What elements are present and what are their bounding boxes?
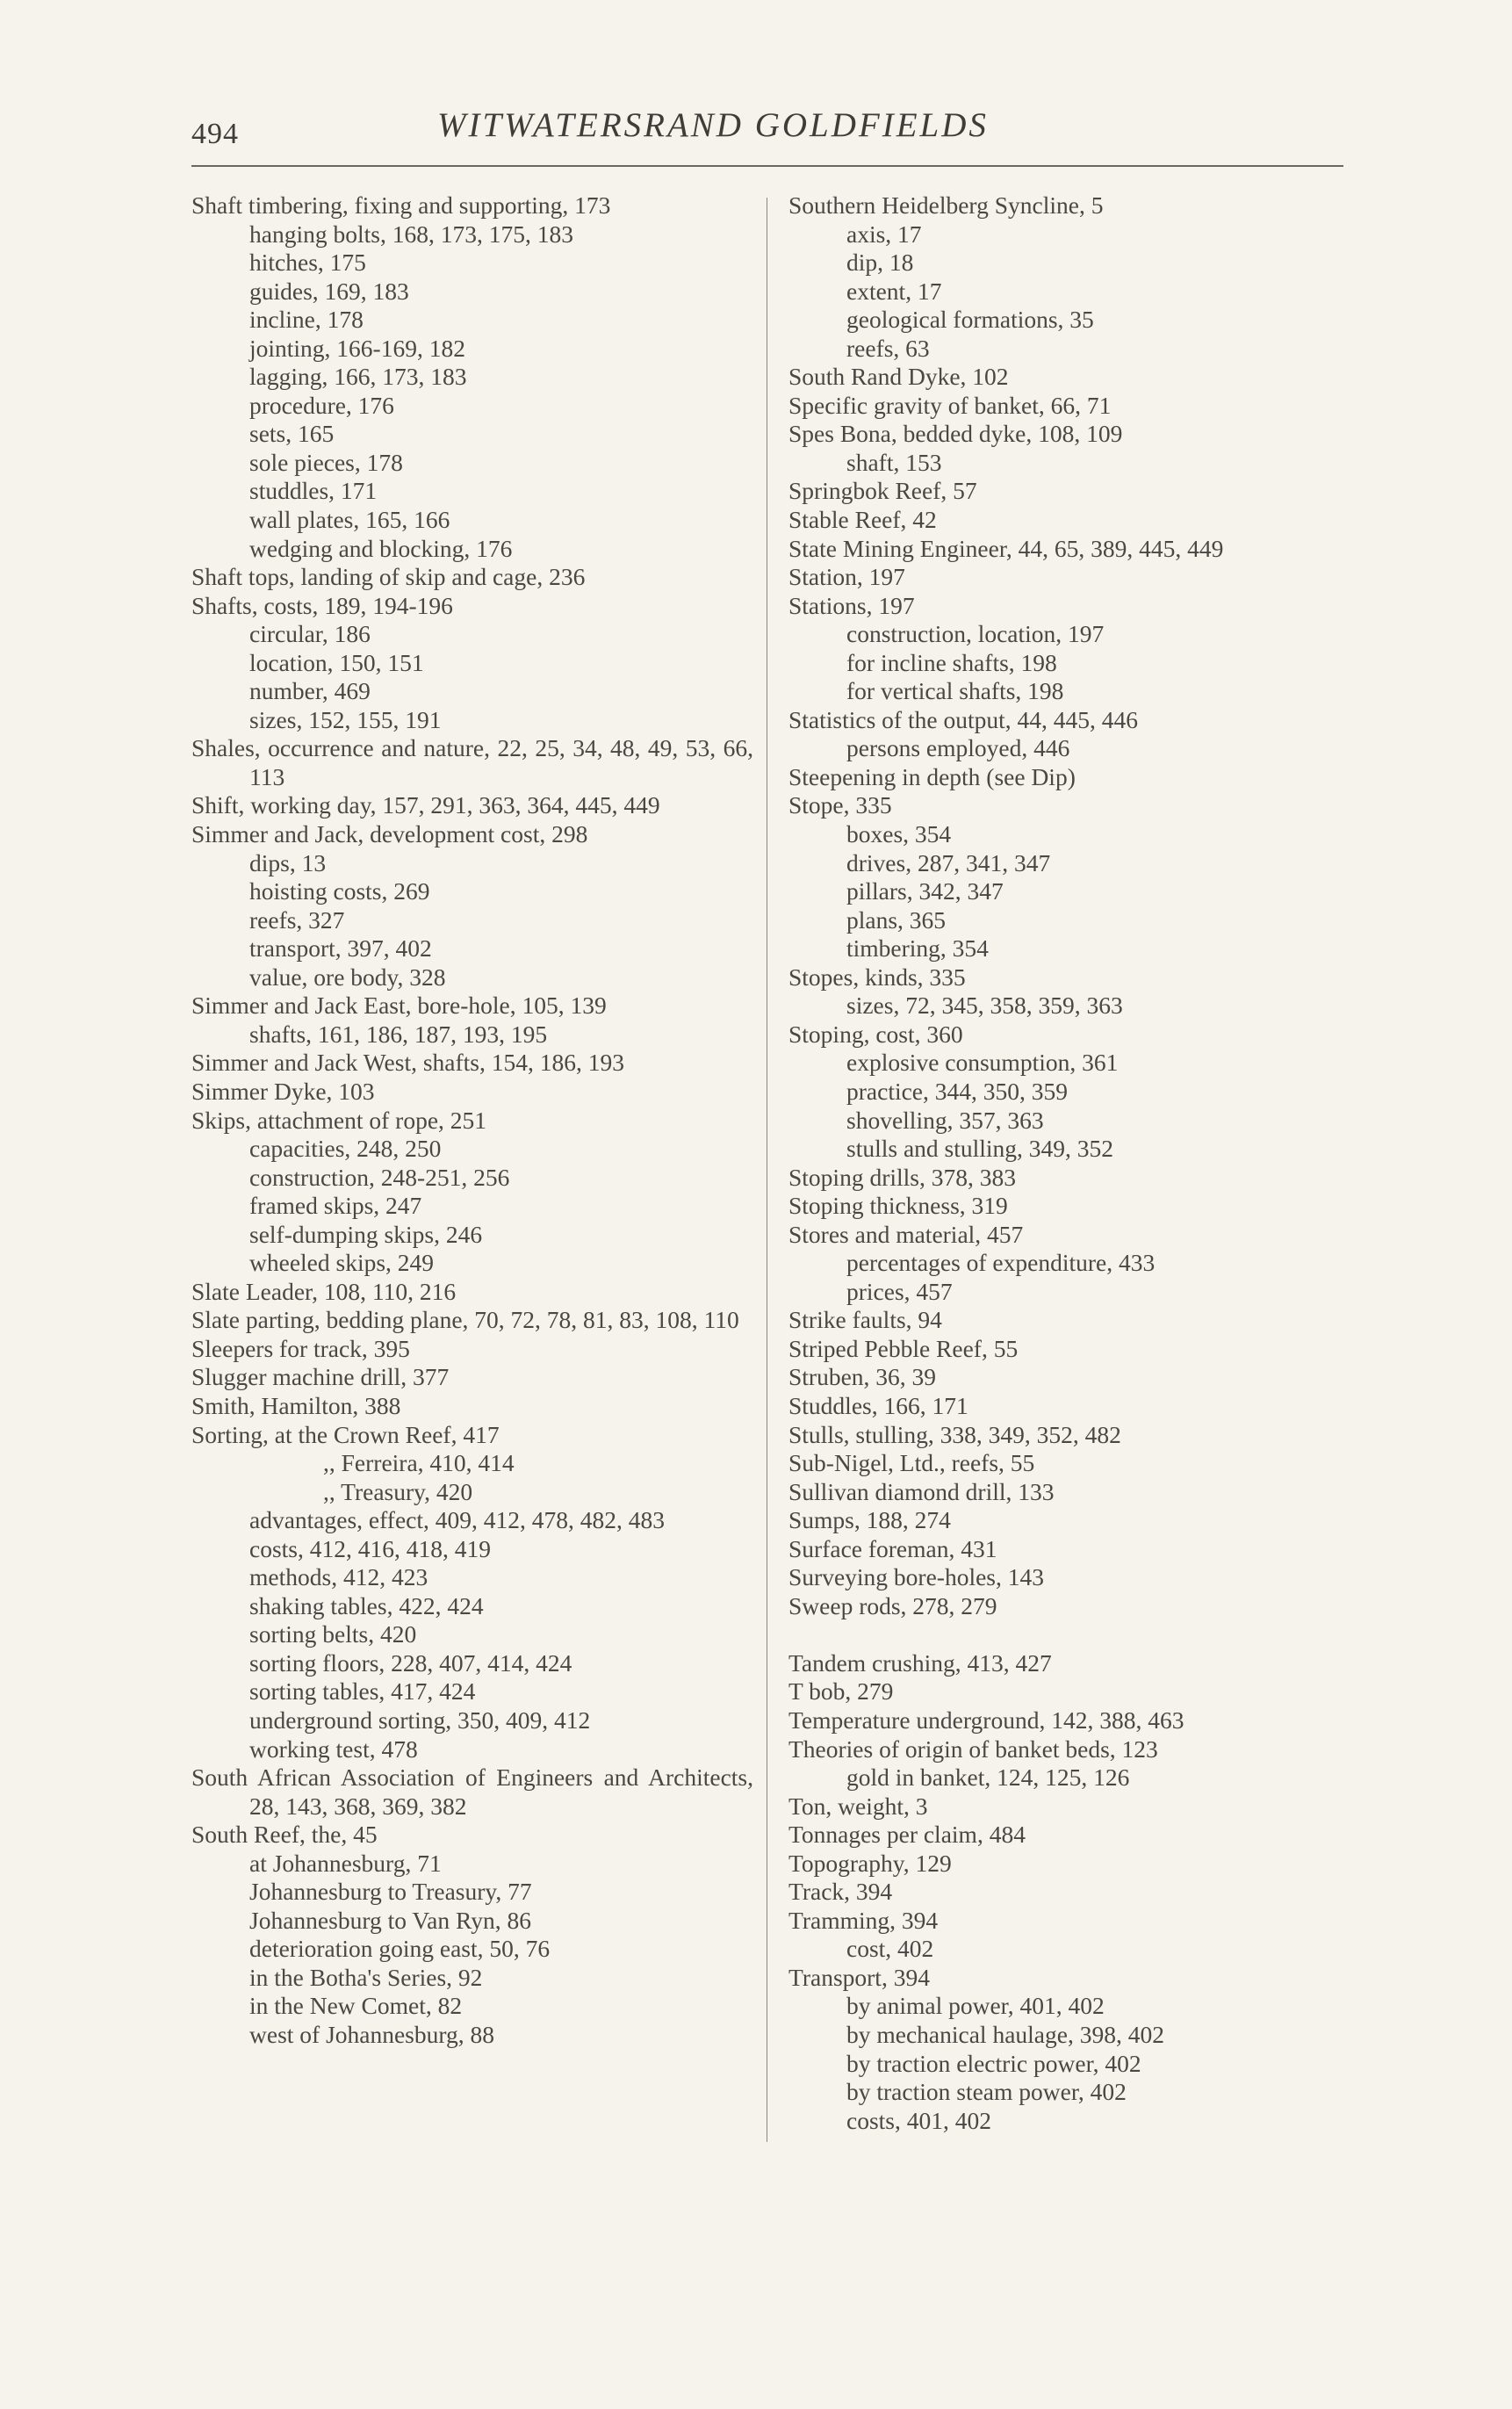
index-subentry: shovelling, 357, 363	[846, 1106, 1044, 1134]
index-subentry: framed skips, 247	[249, 1192, 422, 1220]
index-entry: Slate parting, bedding plane, 70, 72, 78, 81, 83, 108, 110	[191, 1306, 739, 1334]
index-entry: Striped Pebble Reef, 55	[788, 1334, 1019, 1362]
index-entry: Tramming, 394	[788, 1906, 939, 1934]
index-subentry: incline, 178	[249, 306, 364, 334]
index-column-right	[788, 191, 1350, 2135]
index-entry: South Rand Dyke, 102	[788, 363, 1009, 391]
index-entry: T bob, 279	[788, 1677, 894, 1706]
index-subentry: drives, 287, 341, 347	[846, 848, 1051, 876]
index-subentry: practice, 344, 350, 359	[846, 1077, 1069, 1105]
index-subentry: geological formations, 35	[846, 306, 1094, 334]
index-subentry: extent, 17	[846, 277, 942, 305]
index-subentry: sorting floors, 228, 407, 414, 424	[249, 1648, 572, 1677]
index-entry: Sub-Nigel, Ltd., reefs, 55	[788, 1449, 1035, 1477]
index-entry: Stores and material, 457	[788, 1220, 1024, 1248]
index-subentry: advantages, effect, 409, 412, 478, 482, 483	[249, 1506, 665, 1534]
index-subentry: sorting tables, 417, 424	[249, 1677, 476, 1706]
index-entry: Surface foreman, 431	[788, 1534, 997, 1562]
index-subentry: ,, Treasury, 420	[323, 1477, 473, 1505]
index-subentry: deterioration going east, 50, 76	[249, 1935, 551, 1963]
index-entry: South African Association of Engineers and Architects, 28, 143, 368, 369, 382	[191, 1763, 753, 1820]
index-subentry: for vertical shafts, 198	[846, 677, 1064, 705]
index-entry: Skips, attachment of rope, 251	[191, 1106, 487, 1134]
index-entry: Shales, occurrence and nature, 22, 25, 34, 48, 49, 53, 66, 113	[191, 734, 753, 790]
index-entry: Sleepers for track, 395	[191, 1334, 410, 1362]
index-entry: Station, 197	[788, 563, 905, 591]
index-entry: Temperature underground, 142, 388, 463	[788, 1706, 1184, 1734]
index-entry: Ton, weight, 3	[788, 1792, 928, 1820]
page-number: 494	[191, 118, 239, 150]
index-subentry: by traction electric power, 402	[846, 2049, 1141, 2077]
index-entry: Transport, 394	[788, 1963, 930, 1991]
index-entry: Stable Reef, 42	[788, 506, 937, 534]
index-entry: Topography, 129	[788, 1849, 952, 1877]
index-entry: Slugger machine drill, 377	[191, 1363, 450, 1391]
index-subentry: location, 150, 151	[249, 648, 424, 676]
index-subentry: explosive consumption, 361	[846, 1049, 1119, 1077]
index-subentry: value, ore body, 328	[249, 963, 446, 991]
index-subentry: hoisting costs, 269	[249, 877, 430, 905]
index-subentry: by traction steam power, 402	[846, 2078, 1127, 2106]
index-entry: Stoping, cost, 360	[788, 1020, 963, 1048]
index-entry: Shaft timbering, fixing and supporting, 173	[191, 191, 611, 219]
index-subentry: cost, 402	[846, 1935, 934, 1963]
index-subentry: costs, 401, 402	[846, 2106, 991, 2134]
index-entry: Slate Leader, 108, 110, 216	[191, 1277, 457, 1305]
index-subentry: pillars, 342, 347	[846, 877, 1004, 905]
index-entry: Sweep rods, 278, 279	[788, 1591, 997, 1619]
index-subentry: timbering, 354	[846, 934, 989, 963]
index-subentry: number, 469	[249, 677, 371, 705]
index-subentry: stulls and stulling, 349, 352	[846, 1135, 1114, 1163]
index-subentry: studdles, 171	[249, 477, 378, 505]
index-entry: Sumps, 188, 274	[788, 1506, 951, 1534]
index-subentry: by animal power, 401, 402	[846, 1992, 1105, 2020]
index-subentry: persons employed, 446	[846, 734, 1070, 762]
index-subentry: Johannesburg to Van Ryn, 86	[249, 1906, 532, 1934]
index-subentry: by mechanical haulage, 398, 402	[846, 2021, 1164, 2048]
index-subentry: wedging and blocking, 176	[249, 534, 513, 562]
index-entry: Simmer and Jack, development cost, 298	[191, 820, 588, 848]
index-entry: Simmer and Jack West, shafts, 154, 186, 193	[191, 1049, 624, 1077]
index-subentry: shaft, 153	[846, 448, 942, 476]
index-subentry: construction, 248-251, 256	[249, 1163, 510, 1191]
index-entry: Stopes, kinds, 335	[788, 963, 966, 991]
index-subentry: transport, 397, 402	[249, 934, 432, 963]
index-entry: Strike faults, 94	[788, 1306, 942, 1334]
section-gap	[788, 1620, 1350, 1649]
index-subentry: reefs, 327	[249, 905, 345, 934]
index-entry: Stations, 197	[788, 591, 915, 619]
index-subentry: axis, 17	[846, 220, 922, 248]
index-entry: South Reef, the, 45	[191, 1821, 378, 1849]
index-subentry: in the New Comet, 82	[249, 1992, 463, 2020]
index-entry: Simmer and Jack East, bore-hole, 105, 139	[191, 992, 607, 1020]
index-subentry: prices, 457	[846, 1277, 953, 1305]
index-subentry: construction, location, 197	[846, 620, 1105, 648]
index-column-left	[191, 191, 753, 2050]
index-subentry: self-dumping skips, 246	[249, 1220, 483, 1248]
index-subentry: boxes, 354	[846, 820, 952, 848]
index-entry: Springbok Reef, 57	[788, 477, 977, 505]
index-subentry: wheeled skips, 249	[249, 1249, 435, 1277]
index-subentry: costs, 412, 416, 418, 419	[249, 1534, 491, 1562]
index-subentry: sole pieces, 178	[249, 448, 403, 476]
index-entry: Studdles, 166, 171	[788, 1391, 968, 1419]
index-subentry: shafts, 161, 186, 187, 193, 195	[249, 1020, 548, 1048]
index-subentry: for incline shafts, 198	[846, 648, 1057, 676]
index-subentry: west of Johannesburg, 88	[249, 2021, 495, 2048]
index-entry: Stoping drills, 378, 383	[788, 1163, 1016, 1191]
index-entry: Spes Bona, bedded dyke, 108, 109	[788, 420, 1123, 448]
index-subentry: shaking tables, 422, 424	[249, 1591, 484, 1619]
index-entry: Sorting, at the Crown Reef, 417	[191, 1420, 500, 1448]
index-subentry: sizes, 72, 345, 358, 359, 363	[846, 992, 1123, 1020]
index-entry: Tonnages per claim, 484	[788, 1821, 1026, 1849]
index-subentry: at Johannesburg, 71	[249, 1849, 442, 1877]
index-subentry: sorting belts, 420	[249, 1620, 417, 1648]
index-entry: Shaft tops, landing of skip and cage, 236	[191, 563, 586, 591]
index-entry: Shafts, costs, 189, 194-196	[191, 591, 453, 619]
index-entry: Surveying bore-holes, 143	[788, 1563, 1044, 1591]
index-entry: Smith, Hamilton, 388	[191, 1391, 401, 1419]
index-subentry: underground sorting, 350, 409, 412	[249, 1706, 591, 1734]
running-title: WITWATERSRAND GOLDFIELDS	[437, 106, 989, 144]
index-subentry: gold in banket, 124, 125, 126	[846, 1763, 1130, 1792]
index-entry: Tandem crushing, 413, 427	[788, 1648, 1052, 1677]
index-subentry: methods, 412, 423	[249, 1563, 428, 1591]
index-subentry: dip, 18	[846, 249, 914, 277]
index-entry: Sullivan diamond drill, 133	[788, 1477, 1055, 1505]
index-subentry: ,, Ferreira, 410, 414	[323, 1449, 515, 1477]
index-subentry: plans, 365	[846, 905, 947, 934]
index-entry: Steepening in depth (see Dip)	[788, 762, 1076, 790]
index-subentry: lagging, 166, 173, 183	[249, 363, 467, 391]
index-entry: Statistics of the output, 44, 445, 446	[788, 705, 1138, 733]
index-subentry: sizes, 152, 155, 191	[249, 705, 442, 733]
index-entry: Shift, working day, 157, 291, 363, 364, 445, 449	[191, 791, 660, 819]
index-entry: Stope, 335	[788, 791, 892, 819]
index-subentry: procedure, 176	[249, 391, 394, 419]
index-entry: Track, 394	[788, 1878, 893, 1906]
index-entry: Theories of origin of banket beds, 123	[788, 1735, 1158, 1763]
index-subentry: guides, 169, 183	[249, 277, 409, 305]
index-entry: Simmer Dyke, 103	[191, 1077, 375, 1105]
index-subentry: percentages of expenditure, 433	[846, 1249, 1156, 1277]
index-subentry: capacities, 248, 250	[249, 1135, 442, 1163]
index-subentry: circular, 186	[249, 620, 371, 648]
index-entry: Stulls, stulling, 338, 349, 352, 482	[788, 1420, 1121, 1448]
index-entry: State Mining Engineer, 44, 65, 389, 445, 449	[788, 534, 1224, 562]
index-subentry: dips, 13	[249, 848, 327, 876]
index-subentry: hanging bolts, 168, 173, 175, 183	[249, 220, 573, 248]
index-subentry: in the Botha's Series, 92	[249, 1963, 483, 1991]
index-entry: Struben, 36, 39	[788, 1363, 937, 1391]
header-rule	[191, 165, 1343, 167]
index-subentry: jointing, 166-169, 182	[249, 334, 465, 362]
index-subentry: Johannesburg to Treasury, 77	[249, 1878, 532, 1906]
index-entry: Southern Heidelberg Syncline, 5	[788, 191, 1104, 219]
index-entry: Specific gravity of banket, 66, 71	[788, 391, 1112, 419]
index-subentry: reefs, 63	[846, 334, 930, 362]
index-subentry: wall plates, 165, 166	[249, 506, 450, 534]
index-subentry: working test, 478	[249, 1735, 418, 1763]
index-entry: Stoping thickness, 319	[788, 1192, 1008, 1220]
index-subentry: hitches, 175	[249, 249, 366, 277]
index-subentry: sets, 165	[249, 420, 335, 448]
